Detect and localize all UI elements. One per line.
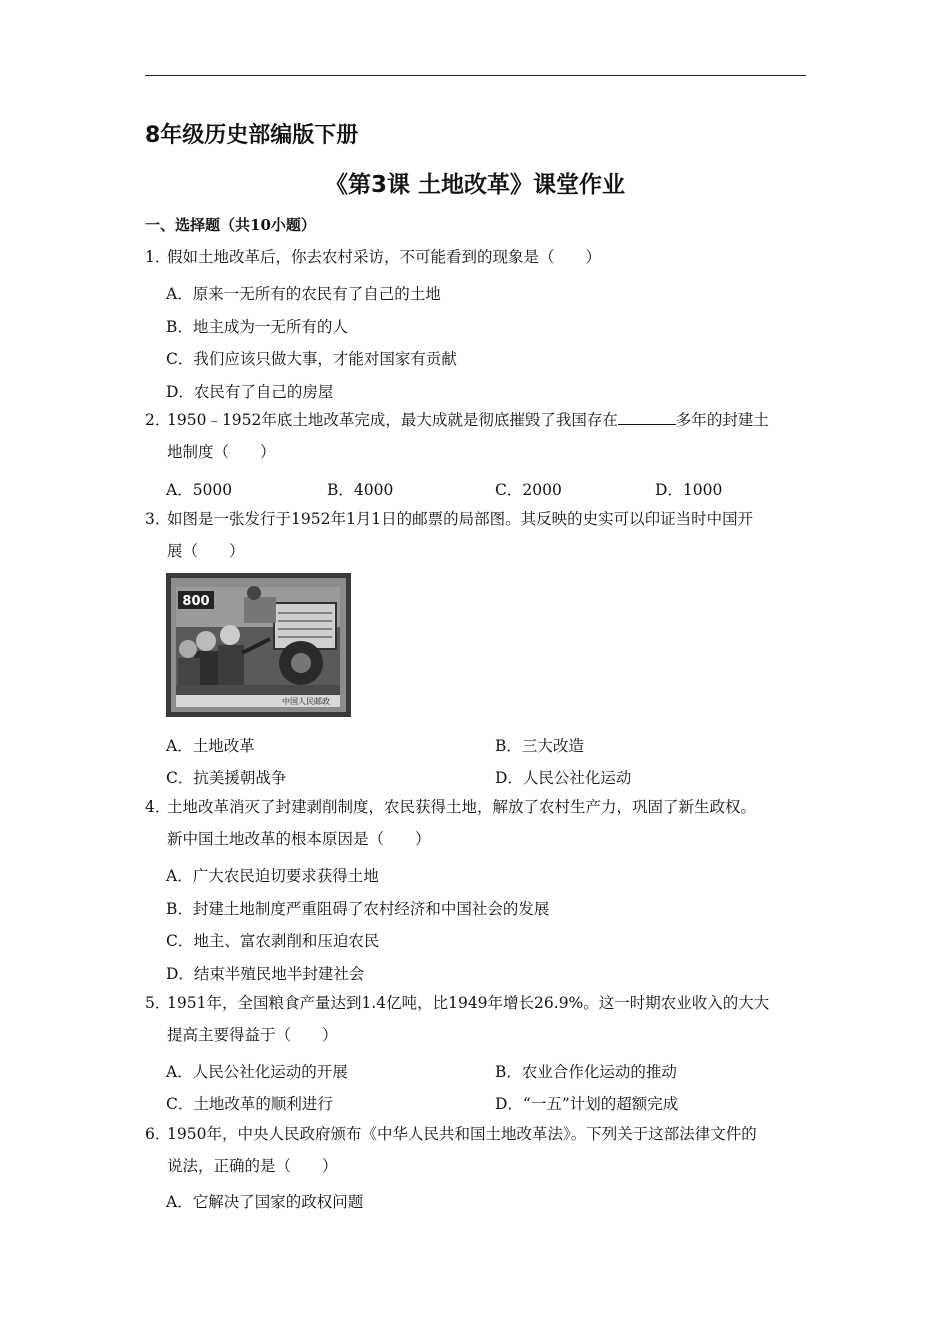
option-c[interactable]: C．土地改革的顺利进行 [166,1095,333,1113]
option-c[interactable]: C．我们应该只做大事，才能对国家有贡献 [166,350,457,368]
question-stem: 如图是一张发行于1952年1月1日的邮票的局部图。其反映的史实可以印证当时中国开 [167,510,754,528]
option-b[interactable]: B．封建土地制度严重阻碍了农村经济和中国社会的发展 [166,900,550,918]
question-number: 3． [145,510,171,528]
section-title: 一、选择题（共10小题） [145,216,316,234]
question-number: 2． [145,411,171,429]
question-stem-line2: 说法，正确的是（ ） [167,1157,338,1175]
option-d[interactable]: D．结束半殖民地半封建社会 [166,965,365,983]
option-c[interactable]: C．抗美援朝战争 [166,769,287,787]
question-6 [145,1118,807,1182]
stamp-face-value: 800 [182,594,210,609]
option-d[interactable]: D．1000 [655,481,723,499]
option-c[interactable]: C．2000 [495,481,562,499]
document-title: 8年级历史部编版下册 [145,123,359,148]
option-a[interactable]: A．原来一无所有的农民有了自己的土地 [166,285,441,303]
option-a[interactable]: A．土地改革 [166,737,255,755]
option-b[interactable]: B．4000 [327,481,394,499]
question-5 [145,987,807,1051]
option-b[interactable]: B．三大改造 [495,737,584,755]
question-4 [145,791,807,855]
option-b[interactable]: B．地主成为一无所有的人 [166,318,348,336]
question-stem-line2: 提高主要得益于（ ） [167,1026,338,1044]
question-stem: 1950﹣1952年底土地改革完成，最大成就是彻底摧毁了我国存在 [167,411,618,429]
option-d[interactable]: D．人民公社化运动 [495,769,632,787]
question-stem-line2: 新中国土地改革的根本原因是（ ） [167,830,431,848]
lesson-title: 《第3课 土地改革》课堂作业 [324,172,625,198]
question-3 [145,503,807,567]
question-number: 6． [145,1125,171,1143]
option-a[interactable]: A．广大农民迫切要求获得土地 [166,867,379,885]
question-1 [145,241,807,273]
answer-blank[interactable] [618,410,676,425]
stamp-caption: 中国人民邮政 [282,697,330,706]
option-b[interactable]: B．农业合作化运动的推动 [495,1063,677,1081]
question-stem-line2: 地制度（ ） [167,443,276,461]
stamp-image [166,573,351,717]
question-number: 4． [145,798,171,816]
question-number: 5． [145,994,171,1012]
option-a[interactable]: A．5000 [166,481,233,499]
option-c[interactable]: C．地主、富农剥削和压迫农民 [166,932,380,950]
option-d[interactable]: D．农民有了自己的房屋 [166,383,334,401]
option-d[interactable]: D．“一五”计划的超额完成 [495,1095,679,1113]
question-stem: 假如土地改革后，你去农村采访，不可能看到的现象是（ ） [167,248,602,266]
question-stem-cont: 多年的封建土 [675,411,769,429]
header-rule [145,75,806,76]
option-a[interactable]: A．人民公社化运动的开展 [166,1063,348,1081]
question-stem: 土地改革消灭了封建剥削制度，农民获得土地，解放了农村生产力，巩固了新生政权。 [167,798,757,816]
question-stem-line2: 展（ ） [167,542,245,560]
question-number: 1． [145,248,171,266]
option-a[interactable]: A．它解决了国家的政权问题 [166,1193,364,1211]
question-stem: 1950年，中央人民政府颁布《中华人民共和国土地改革法》。下列关于这部法律文件的 [167,1125,757,1143]
question-stem: 1951年，全国粮食产量达到1.4亿吨，比1949年增长26.9%。这一时期农业收入的大大 [167,994,770,1012]
question-2 [145,404,807,468]
